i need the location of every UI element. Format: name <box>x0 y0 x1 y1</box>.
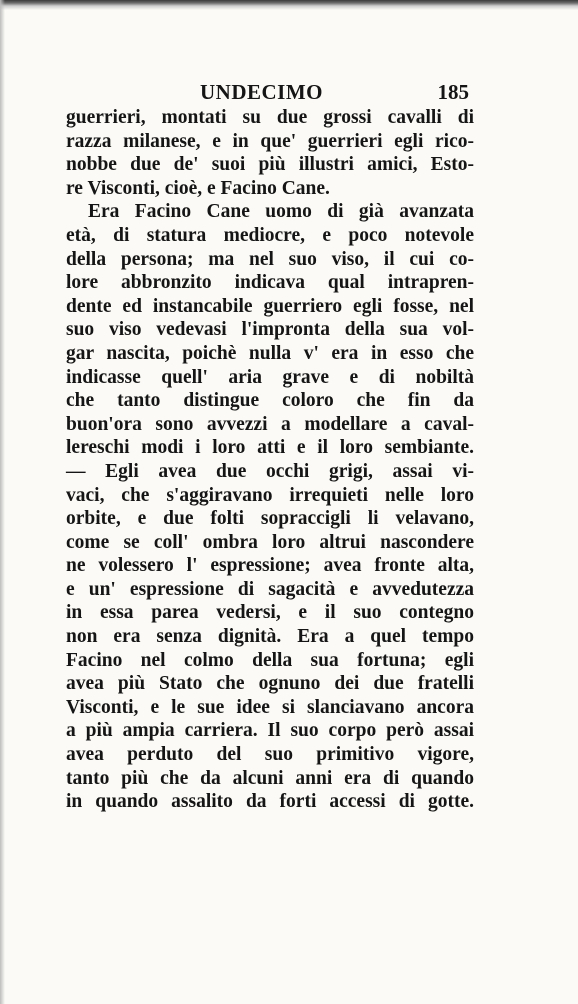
body-text <box>66 106 474 814</box>
text-line: a più ampia carriera. Il suo corpo però assai <box>66 720 474 742</box>
text-line: lereschi modi i loro atti e il loro sembiante. <box>66 437 474 459</box>
page-header <box>200 80 475 108</box>
text-line: gar nascita, poichè nulla v' era in esso che <box>66 342 474 364</box>
text-line: ne volessero l' espressione; avea fronte alta, <box>66 555 474 577</box>
text-line: che tanto distingue coloro che fin da <box>66 390 474 412</box>
text-line: avea più Stato che ognuno dei due fratelli <box>66 673 474 695</box>
text-line: come se coll' ombra loro altrui nascondere <box>66 531 474 553</box>
page-top-edge <box>0 0 578 10</box>
page-left-edge <box>0 0 5 1004</box>
text-line: buon'ora sono avvezzi a modellare a caval- <box>66 413 474 435</box>
text-line: guerrieri, montati su due grossi cavalli di <box>66 107 474 128</box>
text-line: in essa parea vedersi, e il suo contegno <box>66 602 474 624</box>
running-title: UNDECIMO <box>200 80 323 104</box>
page-number: 185 <box>437 80 469 104</box>
text-line: Era Facino Cane uomo di già avanzata <box>88 201 474 223</box>
text-line: suo viso vedevasi l'impronta della sua vol- <box>66 319 474 341</box>
text-line: non era senza dignità. Era a quel tempo <box>66 626 474 648</box>
text-line: vaci, che s'aggiravano irrequieti nelle loro <box>66 484 474 506</box>
text-line: età, di statura mediocre, e poco notevole <box>66 224 474 246</box>
text-line: e un' espressione di sagacità e avvedutezza <box>66 578 474 600</box>
text-line: razza milanese, e in que' guerrieri egli rico- <box>66 130 474 152</box>
text-line: avea perduto del suo primitivo vigore, <box>66 744 474 766</box>
text-line: — Egli avea due occhi grigi, assai vi- <box>66 460 474 482</box>
text-line: dente ed instancabile guerriero egli fosse, nel <box>66 295 474 317</box>
text-line: indicasse quell' aria grave e di nobiltà <box>66 366 474 388</box>
text-line: re Visconti, cioè, e Facino Cane. <box>66 177 330 199</box>
text-line: tanto più che da alcuni anni era di quando <box>66 767 474 789</box>
text-line: in quando assalito da forti accessi di gotte. <box>66 791 474 813</box>
text-line: lore abbronzito indicava qual intrapren- <box>66 272 474 294</box>
text-line: Facino nel colmo della sua fortuna; egli <box>66 649 474 671</box>
text-line: nobbe due de' suoi più illustri amici, Esto- <box>66 154 474 176</box>
text-line: della persona; ma nel suo viso, il cui co- <box>66 248 474 270</box>
text-line: orbite, e due folti sopraccigli li velavano, <box>66 508 474 530</box>
text-line: Visconti, e le sue idee si slanciavano ancora <box>66 696 474 718</box>
